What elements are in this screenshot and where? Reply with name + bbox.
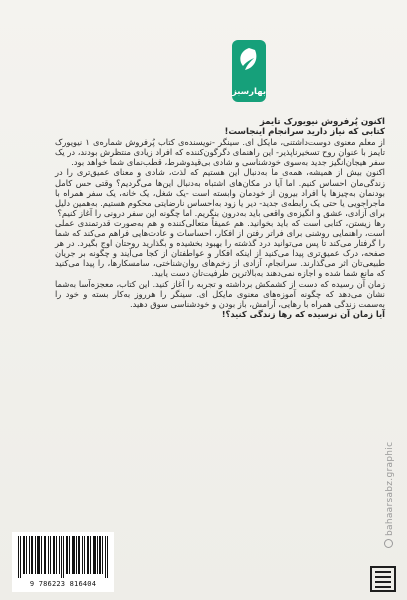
closing-question: آیا زمان آن نرسیده که رها زندگی کنید؟! <box>221 308 385 319</box>
isbn-number: 9 786223 816404 <box>29 580 97 588</box>
paragraph-3: رها زیستن، کتابی است که باید بخوانید. هم عمیقاً متعالی‌کننده و هم به‌صورت قدرتمندی عملی است، راهنمایی روشنی برای فراتر رفتن از افکار، احساسات و عادت‌هایی فراهم می‌کند که شما را گرفتار می‌کند تا پس می‌توانید درد گذشته را بهبود بخشیده و بگذارید روحتان اوج بگیرد. در هر صفحه، درک عمیق‌تری پیدا می‌کنید از اینکه افکار و عواطفتان از کجا می‌آیند و چگونه بر جریان طبیعی‌تان اثر می‌گذارند. سرانجام، آزادی از زخم‌های روان‌شناختی، سامسکارها، را پیدا می‌کنید که مانع شما شده و اجازه نمی‌دهند به‌بالاترین ظرفیت‌تان دست یابید. <box>55 217 385 279</box>
paragraph-4: زمان آن رسیده که دست از کشمکش برداشته و تجربه را آغاز کنید. این کتاب، معجزه‌آسا به‌شما نشان می‌دهد که چگونه آموزه‌های معنوی مایکل ای. سینگر را هر‌روز به‌کار بسته و خود را به‌سمت زندگی همراه با رهایی، آرامش، باز بودن و خودشناسی سوق دهید. <box>55 278 385 309</box>
publisher-emblem-icon <box>370 566 396 592</box>
barcode-icon <box>18 536 108 578</box>
publisher-logo <box>232 40 266 102</box>
intro-line: کتابی که نیاز دارید سرانجام اینجاست! <box>224 127 385 138</box>
back-cover-text <box>55 117 385 319</box>
credit-text: bahaarsabz.graphic <box>385 441 395 536</box>
paragraph-2: اکنون بیش از همیشه، همه‌ی ما به‌دنبال این هستیم که لذت، شادی و معنای عمیق‌تری را در زندگی‌مان احساس کنیم. اما آیا در مکان‌های اشتباه به‌دنبال این‌ها می‌گردیم؟ وقتی حس کامل بودنمان به‌چیزها یا افراد بیرون از خودمان وابسته است -یک شغل، یک خانه، یک سفر همراه با ماجراجویی یا حتی یک رابطه‌ی جدید- دیر یا زود به‌احساس نارضایتی محکوم هستیم. به‌همین دلیل برای آزادی، عشق و انگیزه‌ی واقعی باید به‌درون بنگریم. اما چگونه این سفر درونی را آغاز کنیم؟ <box>55 167 385 218</box>
publisher-leaf-icon <box>237 46 261 76</box>
designer-credit <box>384 442 395 548</box>
publisher-name: بهارسبز <box>232 87 267 97</box>
credit-circle-icon <box>384 539 393 548</box>
headline: اکنون پُرفروش نیویورک تایمز <box>259 117 385 127</box>
paragraph-1: از معلم معنوی دوست‌داشتنی، مایکل ای. سینگر -نویسنده‌ی کتاب پُرفروش شماره‌ی ۱ نیویورک تایمز با عنوان روح تسخیرناپذیر- این راهنمای دگرگون‌کننده که افراد زیادی منتظرش بودند، در یک سفر هیجان‌انگیز جدید به‌سوی خودشناسی و شادی بی‌قیدوشرط، قطب‌نمای شما خواهد بود. <box>55 137 386 168</box>
isbn-barcode <box>12 532 114 592</box>
